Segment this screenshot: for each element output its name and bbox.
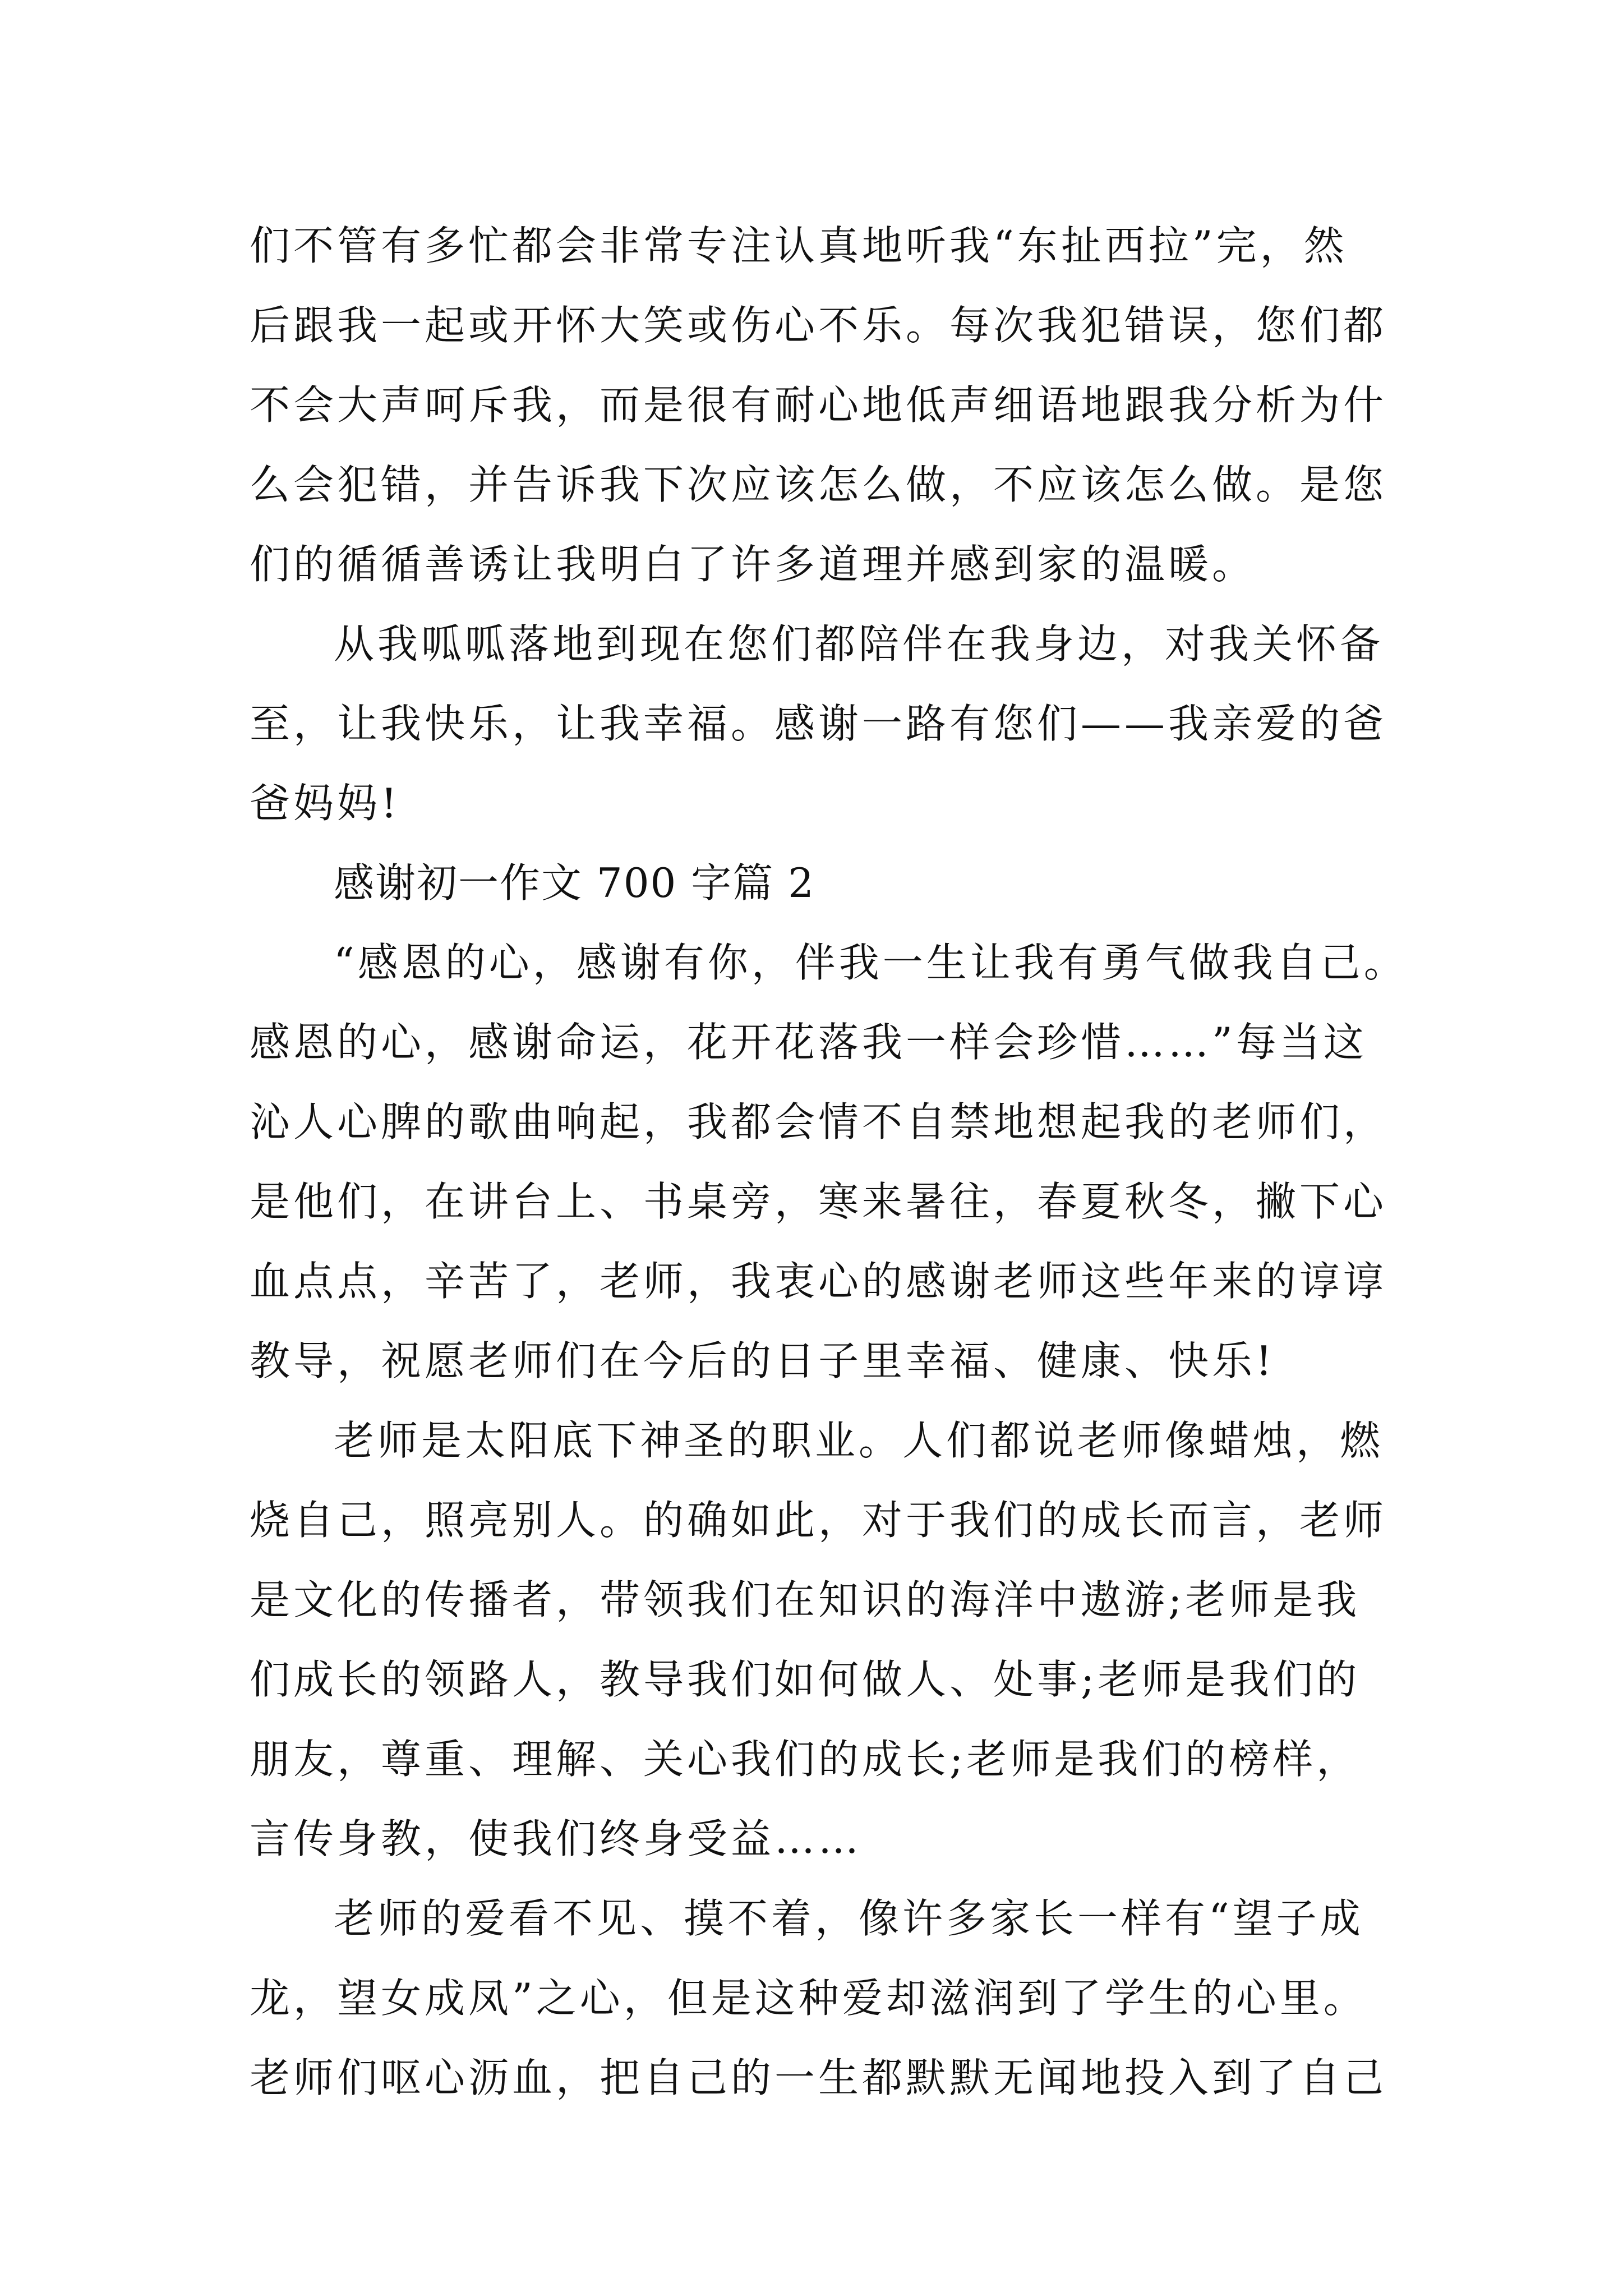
- text-line: 爸妈妈!: [250, 780, 400, 827]
- text-line: 烧自己，照亮别人。的确如此，对于我们的成长而言，老师: [250, 1497, 1387, 1544]
- text-line: 龙，望女成凤”之心，但是这种爱却滋润到了学生的心里。: [250, 1975, 1367, 2022]
- text-line: 感恩的心，感谢命运，花开花落我一样会珍惜……”每当这: [250, 1019, 1367, 1066]
- text-line: 老师们呕心沥血，把自己的一生都默默无闻地投入到了自己: [250, 2054, 1387, 2101]
- text-line: 后跟我一起或开怀大笑或伤心不乐。每次我犯错误，您们都: [250, 302, 1387, 349]
- text-line: 们的循循善诱让我明白了许多道理并感到家的温暖。: [250, 541, 1256, 588]
- text-line: 么会犯错，并告诉我下次应该怎么做，不应该怎么做。是您: [250, 461, 1387, 508]
- text-line: 是文化的传播者，带领我们在知识的海洋中遨游;老师是我: [250, 1576, 1361, 1623]
- text-line: 不会大声呵斥我，而是很有耐心地低声细语地跟我分析为什: [250, 381, 1387, 429]
- text-line: 朋友，尊重、理解、关心我们的成长;老师是我们的榜样，: [250, 1736, 1361, 1783]
- text-line: “感恩的心，感谢有你，伴我一生让我有勇气做我自己。: [334, 939, 1408, 986]
- section-heading: 感谢初一作文 700 字篇 2: [334, 859, 815, 907]
- text-line: 们成长的领路人，教导我们如何做人、处事;老师是我们的: [250, 1656, 1361, 1703]
- text-line: 老师是太阳底下神圣的职业。人们都说老师像蜡烛，燃: [334, 1417, 1384, 1464]
- text-line: 从我呱呱落地到现在您们都陪伴在我身边，对我关怀备: [334, 620, 1384, 668]
- text-line: 言传身教，使我们终身受益……: [250, 1815, 863, 1862]
- text-line: 们不管有多忙都会非常专注认真地听我“东扯西拉”完，然: [250, 222, 1348, 269]
- text-line: 沁人心脾的歌曲响起，我都会情不自禁地想起我的老师们，: [250, 1098, 1387, 1145]
- text-line: 是他们，在讲台上、书桌旁，寒来暑往，春夏秋冬，撇下心: [250, 1178, 1387, 1225]
- text-line: 至，让我快乐，让我幸福。感谢一路有您们——我亲爱的爸: [250, 700, 1387, 747]
- text-line: 血点点，辛苦了，老师，我衷心的感谢老师这些年来的谆谆: [250, 1258, 1387, 1305]
- text-line: 老师的爱看不见、摸不着，像许多家长一样有“望子成: [334, 1895, 1364, 1942]
- text-line: 教导，祝愿老师们在今后的日子里幸福、健康、快乐!: [250, 1337, 1275, 1384]
